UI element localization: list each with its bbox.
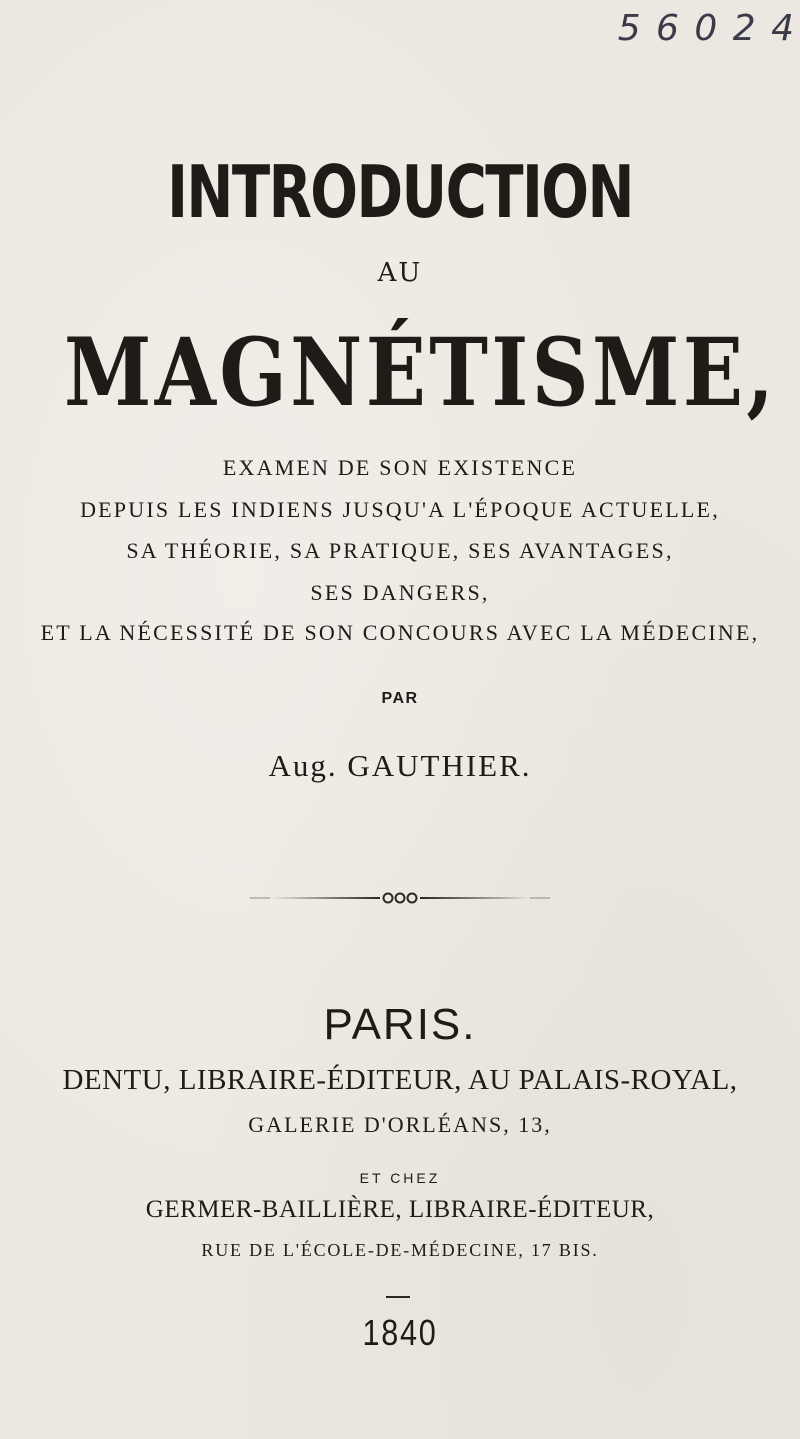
subtitle-line-5: ET LA NÉCESSITÉ DE SON CONCOURS AVEC LA MÉDECINE, bbox=[40, 620, 760, 645]
publisher-line-4: GERMER-BAILLIÈRE, LIBRAIRE-ÉDITEUR, bbox=[145, 1196, 655, 1223]
by-label: PAR bbox=[381, 690, 419, 707]
publisher-line-1: DENTU, LIBRAIRE-ÉDITEUR, AU PALAIS-ROYAL, bbox=[62, 1064, 738, 1096]
subtitle-line-1: EXAMEN DE SON EXISTENCE bbox=[222, 455, 578, 480]
publisher-line-2: GALERIE D'ORLÉANS, 13, bbox=[248, 1112, 552, 1137]
title-au: AU bbox=[377, 258, 423, 288]
publication-year: 1840 bbox=[362, 1312, 438, 1353]
title-magnetisme: MAGNÉTISME, bbox=[64, 318, 778, 428]
title-introduction: INTRODUCTION bbox=[167, 150, 633, 234]
publisher-line-5: RUE DE L'ÉCOLE-DE-MÉDECINE, 17 BIS. bbox=[201, 1240, 599, 1260]
year-divider bbox=[386, 1296, 410, 1298]
subtitle-line-2: DEPUIS LES INDIENS JUSQU'A L'ÉPOQUE ACTUELLE, bbox=[80, 497, 720, 522]
subtitle-line-4: SES DANGERS, bbox=[310, 580, 490, 605]
subtitle-line-3: SA THÉORIE, SA PRATIQUE, SES AVANTAGES, bbox=[126, 538, 674, 563]
shelfmark: 5 6 0 2 4 bbox=[617, 8, 796, 49]
author-name: Aug. GAUTHIER. bbox=[268, 748, 532, 783]
publisher-line-3: ET CHEZ bbox=[359, 1170, 441, 1186]
ornament-rule-icon bbox=[230, 888, 570, 908]
city-paris: PARIS. bbox=[323, 1000, 477, 1049]
